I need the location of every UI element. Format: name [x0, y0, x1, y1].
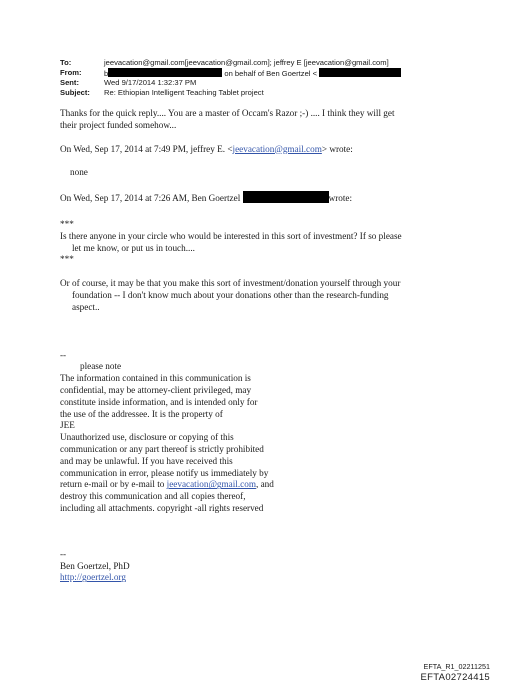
email-link[interactable]: jeevacation@gmail.com — [166, 479, 256, 490]
note-title: please note — [80, 361, 122, 372]
subject-label: Subject: — [60, 88, 90, 97]
quote-header-2: On Wed, Sep 17, 2014 at 7:26 AM, Ben Goertzel wrote: — [60, 193, 353, 204]
sent-value: Wed 9/17/2014 1:32:37 PM — [104, 78, 197, 87]
redaction-block — [319, 68, 401, 77]
email-link[interactable]: jeevacation@gmail.com — [232, 143, 322, 154]
to-value-a: jeevacation@gmail.com[jeevacation@gmail.com]; je — [104, 58, 280, 67]
stars: *** — [60, 254, 74, 265]
none-text: none — [70, 167, 88, 178]
disclaimer-line: including all attachments. copyright -all rights reserved — [60, 502, 264, 513]
disclaimer-line: JEE — [60, 420, 75, 431]
sig-dash: -- — [60, 349, 67, 360]
alt-line: aspect.. — [72, 301, 100, 312]
disclaimer-line: Unauthorized use, disclosure or copying of this — [60, 432, 234, 443]
alt-line: Or of course, it may be that you make this sort of investment/donation yourself through your — [60, 278, 401, 289]
reply-line: Thanks for the quick reply.... You are a master of Occam's Razor ;-) .... I think they will get — [60, 108, 395, 118]
ask-line: let me know, or put us in touch.... — [72, 242, 195, 253]
to-value-b: ffrey E [jeevacation@gmail.com] — [279, 58, 389, 67]
disclaimer-line: constitute inside information, and is intended only for — [60, 396, 258, 407]
quote-header-1: On Wed, Sep 17, 2014 at 7:49 PM, jeffrey E. <jeevacation@gmail.com> wrote: — [60, 143, 353, 154]
disclaimer-line: The information contained in this communication is — [60, 373, 251, 384]
from-prefix: b — [104, 69, 109, 78]
disclaimer-line: the use of the addressee. It is the property of — [60, 408, 223, 419]
email-body — [60, 108, 460, 584]
disclaimer-line: communication or any part thereof is strictly prohibited — [60, 443, 264, 454]
signature-url-link[interactable]: http://goertzel.org — [60, 572, 126, 583]
signature-name: Ben Goertzel, PhD — [60, 560, 130, 571]
disclaimer-block — [60, 350, 310, 515]
signature-block — [60, 549, 460, 584]
to-label: To: — [60, 58, 72, 67]
disclaimer-line: communication in error, please notify us immediately by — [60, 467, 269, 478]
reply-line: their project funded somehow... — [60, 119, 177, 130]
sent-label: Sent: — [60, 78, 79, 87]
sig-dash: -- — [60, 548, 67, 559]
from-text: on behalf of Ben Goertzel < — [224, 69, 318, 78]
disclaimer-line: destroy this communication and all copies thereof, — [60, 491, 246, 502]
from-label: From: — [60, 68, 82, 77]
document-ref-large: EFTA02724415 — [420, 672, 490, 683]
ask-line: Is there anyone in your circle who would be interested in this sort of investment? If so please — [60, 230, 402, 241]
subject-value: Re: Ethiopian Intelligent Teaching Tablet project — [104, 88, 264, 97]
disclaimer-line: confidential, may be attorney-client privileged, may — [60, 384, 252, 395]
redaction-block — [108, 68, 222, 77]
stars: *** — [60, 218, 74, 229]
document-ref-small: EFTA_R1_02211251 — [423, 662, 490, 671]
alt-line: foundation -- I don't know much about your donations other than the research-funding — [72, 289, 389, 300]
disclaimer-line: and may be unlawful. If you have received this — [60, 455, 233, 466]
redaction-block — [243, 191, 329, 203]
disclaimer-email-line: return e-mail or by e-mail to jeevacation@gmail.com, and — [60, 479, 274, 490]
